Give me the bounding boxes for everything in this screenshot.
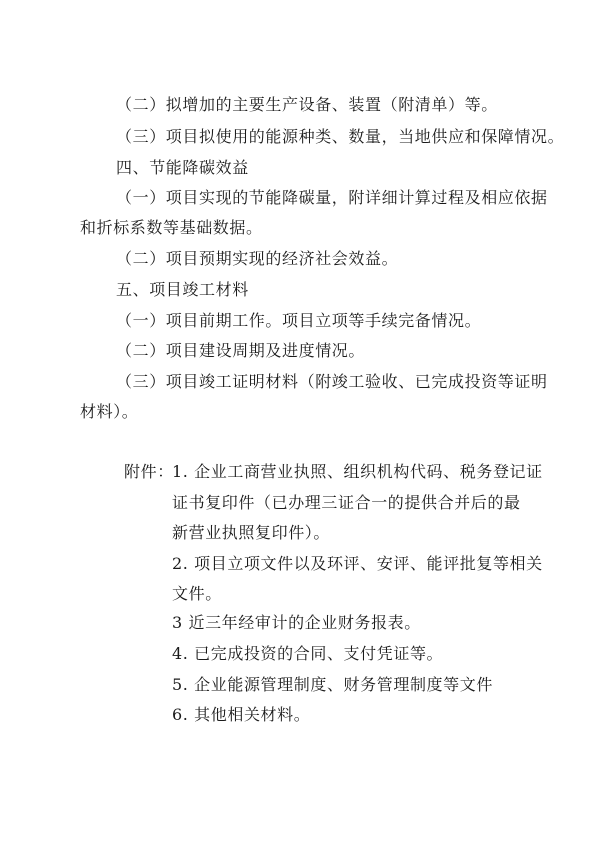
- attachment-line: 证书复印件（已办理三证合一的提供合并后的最: [172, 493, 521, 512]
- section-heading: 五、项目竣工材料: [116, 280, 249, 299]
- section-heading: 四、节能降碳效益: [116, 158, 249, 177]
- attachment-line: 文件。: [172, 584, 222, 603]
- attachment-line: 3 近三年经审计的企业财务报表。: [172, 613, 421, 632]
- attachment-line: 5. 企业能源管理制度、财务管理制度等文件: [172, 675, 493, 694]
- paragraph-line: 材料）。: [80, 402, 139, 421]
- attachment-line: 新营业执照复印件）。: [172, 523, 331, 542]
- attachment-line: 2. 项目立项文件以及环评、安评、能评批复等相关: [172, 554, 543, 573]
- paragraph-line: （三）项目拟使用的能源种类、数量，当地供应和保障情况。: [116, 127, 565, 146]
- paragraph-line: （三）项目竣工证明材料（附竣工验收、已完成投资等证明: [116, 372, 548, 391]
- attachments-label: 附件：: [124, 462, 174, 481]
- attachment-line: 4. 已完成投资的合同、支付凭证等。: [172, 644, 444, 663]
- paragraph-line: （二）项目建设周期及进度情况。: [116, 341, 366, 360]
- paragraph-line: 和折标系数等基础数据。: [80, 218, 263, 237]
- paragraph-line: （二）项目预期实现的经济社会效益。: [116, 249, 399, 268]
- paragraph-line: （一）项目实现的节能降碳量，附详细计算过程及相应依据: [116, 188, 548, 207]
- paragraph-line: （一）项目前期工作。项目立项等手续完备情况。: [116, 311, 482, 330]
- attachment-line: 6. 其他相关材料。: [172, 705, 311, 724]
- paragraph-line: （二）拟增加的主要生产设备、装置（附清单）等。: [116, 95, 498, 114]
- attachment-line: 1. 企业工商营业执照、组织机构代码、税务登记证: [172, 462, 543, 481]
